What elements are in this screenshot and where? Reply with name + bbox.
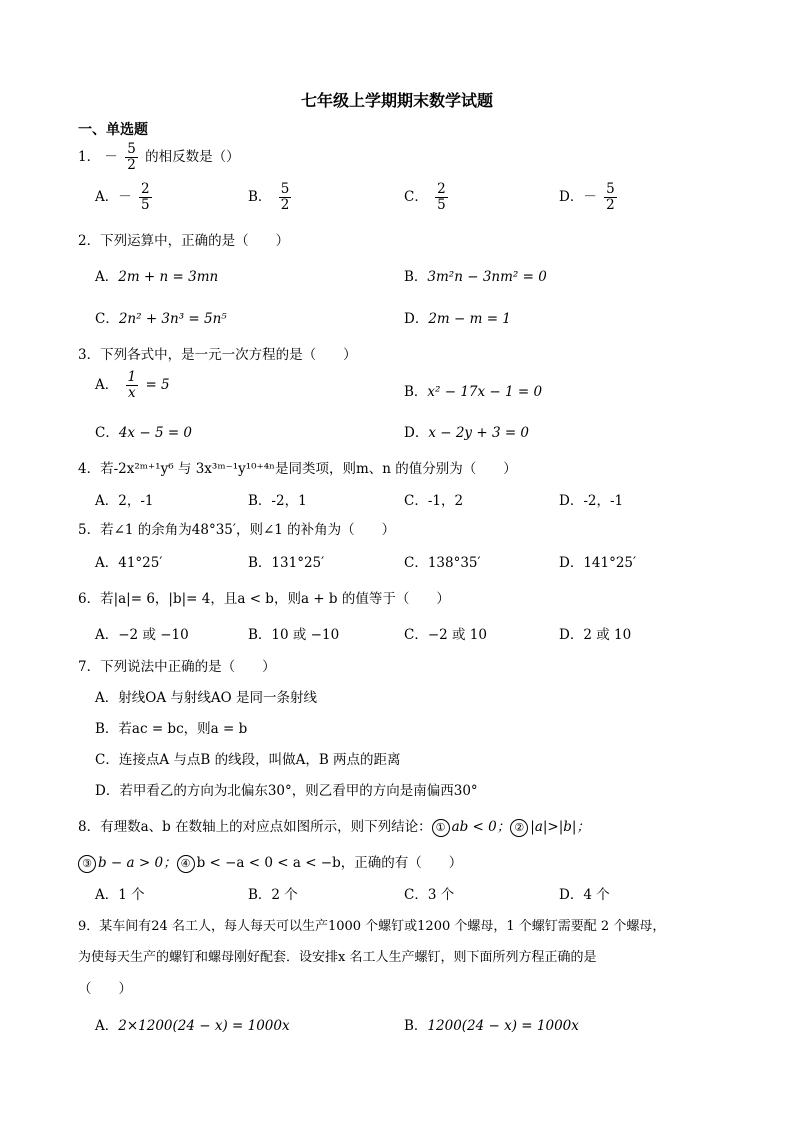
- q8-circle-1: ①: [432, 819, 450, 837]
- q1-b-num: 5: [280, 181, 290, 197]
- question-2-stem: 2．下列运算中，正确的是（ ）: [78, 233, 290, 249]
- q2-option-b: [404, 265, 547, 285]
- q7-option-b: B．若ac = bc，则a = b: [95, 721, 248, 737]
- q1-option-a: [95, 182, 155, 213]
- q1-number: 1．: [78, 148, 101, 165]
- q8-option-d: D．4 个: [559, 887, 610, 903]
- q9-a-expr: 2×1200(24 − x) = 1000x: [118, 1018, 290, 1034]
- question-6-stem: 6．若|a|= 6，|b|= 4，且a < b，则a + b 的值等于（ ）: [78, 591, 450, 607]
- page-title: 七年级上学期期末数学试题: [300, 91, 493, 110]
- q6-option-d: D．2 或 10: [559, 627, 632, 643]
- q8-option-a: A．1 个: [95, 887, 145, 903]
- q3-b-expr: x² − 17x − 1 = 0: [427, 384, 543, 400]
- q1-b-den: 2: [280, 196, 290, 213]
- q3-d-label: D．: [404, 425, 429, 441]
- q3-a-fraction: [126, 370, 139, 401]
- q8-option-c: C．3 个: [404, 887, 455, 903]
- q5-option-d: D．141°25′: [559, 555, 637, 571]
- q2-b-expr: 3m²n − 3nm² = 0: [427, 269, 547, 285]
- q3-a-den: x: [128, 384, 136, 401]
- q1-c-label: C．: [404, 188, 428, 205]
- q3-d-expr: x − 2y + 3 = 0: [428, 425, 530, 441]
- q1-b-label: B．: [248, 188, 272, 205]
- q9-option-a: [95, 1014, 290, 1034]
- question-4-stem: 4．若-2x²ᵐ⁺¹y⁶ 与 3x³ᵐ⁻¹y¹⁰⁺⁴ⁿ是同类项，则m、n 的值分别为（ ）: [78, 461, 517, 477]
- question-9-line1: 9．某车间有24 名工人，每人每天可以生产1000 个螺钉或1200 个螺母，1 个螺钉需要配 2 个螺母，: [78, 919, 666, 934]
- question-7-stem: 7．下列说法中正确的是（ ）: [78, 659, 276, 675]
- q2-b-label: B．: [404, 269, 428, 285]
- q4-option-b: B．-2，1: [248, 493, 307, 509]
- q3-a-label: A．: [95, 376, 119, 393]
- q8-intro: 8．有理数a、b 在数轴上的对应点如图所示，则下列结论：: [78, 819, 432, 835]
- q4-option-d: D．-2，-1: [559, 493, 624, 509]
- q9-b-expr: 1200(24 − x) = 1000x: [427, 1018, 579, 1034]
- q1-fraction: [125, 142, 138, 173]
- q1-minus: －: [104, 148, 118, 165]
- q3-b-label: B．: [404, 384, 428, 400]
- q1-c-num: 2: [437, 181, 446, 197]
- q1-d-label: D．: [559, 188, 584, 205]
- q8-circle-4: ④: [177, 855, 195, 873]
- question-5-stem: 5．若∠1 的余角为48°35′，则∠1 的补角为（ ）: [78, 522, 396, 538]
- q7-option-a: A．射线OA 与射线AO 是同一条射线: [95, 690, 317, 706]
- q1-d-num: 5: [606, 181, 615, 197]
- q3-option-c: [95, 421, 192, 441]
- q1-frac-den: 2: [127, 156, 136, 173]
- question-8-line1: [78, 815, 590, 837]
- q2-option-a: [95, 265, 218, 285]
- q3-a-rest: = 5: [145, 376, 170, 393]
- q1-option-c: [404, 182, 451, 213]
- q3-c-label: C．: [95, 425, 119, 441]
- q4-option-a: A．2，-1: [95, 493, 154, 509]
- q1-option-d: [559, 182, 620, 213]
- q9-option-b: [404, 1014, 579, 1034]
- q1-d-fraction: [604, 182, 617, 213]
- q3-option-d: [404, 421, 529, 441]
- q2-a-label: A．: [95, 269, 119, 285]
- q2-d-label: D．: [404, 311, 429, 327]
- q1-a-fraction: [139, 182, 152, 213]
- q7-option-d: D．若甲看乙的方向为北偏东30°，则乙看甲的方向是南偏西30°: [95, 783, 478, 799]
- q1-a-num: 2: [141, 181, 150, 197]
- q3-c-expr: 4x − 5 = 0: [118, 425, 193, 441]
- question-9-line2: 为使每天生产的螺钉和螺母刚好配套．设安排x 名工人生产螺钉，则下面所列方程正确的是: [78, 950, 597, 965]
- q9-b-label: B．: [404, 1018, 428, 1034]
- q8-statement-3: b − a > 0；: [98, 855, 177, 871]
- q8-option-b: B．2 个: [248, 887, 298, 903]
- q1-frac-num: 5: [127, 141, 136, 157]
- question-8-line2: [78, 851, 462, 873]
- q2-d-expr: 2m − m = 1: [428, 311, 511, 327]
- q8-statement-2: |a|>|b|；: [530, 819, 590, 835]
- q2-a-expr: 2m + n = 3mn: [118, 269, 219, 285]
- q6-option-b: B．10 或 −10: [248, 627, 340, 643]
- q1-a-den: 5: [141, 196, 150, 213]
- q3-option-a: [95, 370, 170, 401]
- q1-d-sign: －: [583, 188, 597, 205]
- q5-option-c: C．138°35′: [404, 555, 481, 571]
- q8-circle-2: ②: [510, 819, 528, 837]
- q7-option-c: C．连接点A 与点B 的线段，叫做A，B 两点的距离: [95, 752, 401, 768]
- q1-c-den: 5: [437, 196, 446, 213]
- q5-option-a: A．41°25′: [95, 555, 163, 571]
- q3-option-b: [404, 380, 542, 400]
- q9-a-label: A．: [95, 1018, 119, 1034]
- q1-option-b: [248, 182, 294, 213]
- q5-option-b: B．131°25′: [248, 555, 325, 571]
- question-9-line3: （ ）: [78, 981, 132, 997]
- q2-c-label: C．: [95, 311, 119, 327]
- q2-option-d: [404, 307, 511, 327]
- q8-statement-1: ab < 0；: [451, 819, 511, 835]
- q8-statement-4: b < −a < 0 < a < −b，正确的有（ ）: [196, 855, 463, 871]
- q4-option-c: C．-1，2: [404, 493, 464, 509]
- q2-option-c: [95, 307, 227, 327]
- q6-option-a: A．−2 或 −10: [95, 627, 189, 643]
- q1-a-label: A．: [95, 188, 119, 205]
- q1-d-den: 2: [606, 196, 615, 213]
- q2-c-expr: 2n² + 3n³ = 5n⁵: [118, 311, 227, 327]
- q1-stem-text: 的相反数是（）: [145, 148, 240, 165]
- section-heading: 一、单选题: [78, 122, 148, 138]
- q1-c-fraction: [435, 182, 448, 213]
- q1-b-fraction: [279, 182, 292, 213]
- q8-circle-3: ③: [78, 855, 96, 873]
- question-3-stem: 3．下列各式中，是一元一次方程的是（ ）: [78, 347, 357, 363]
- q6-option-c: C．−2 或 10: [404, 627, 487, 643]
- q3-a-num: 1: [127, 369, 137, 385]
- question-1-stem: [78, 142, 240, 173]
- q1-a-sign: －: [118, 188, 132, 205]
